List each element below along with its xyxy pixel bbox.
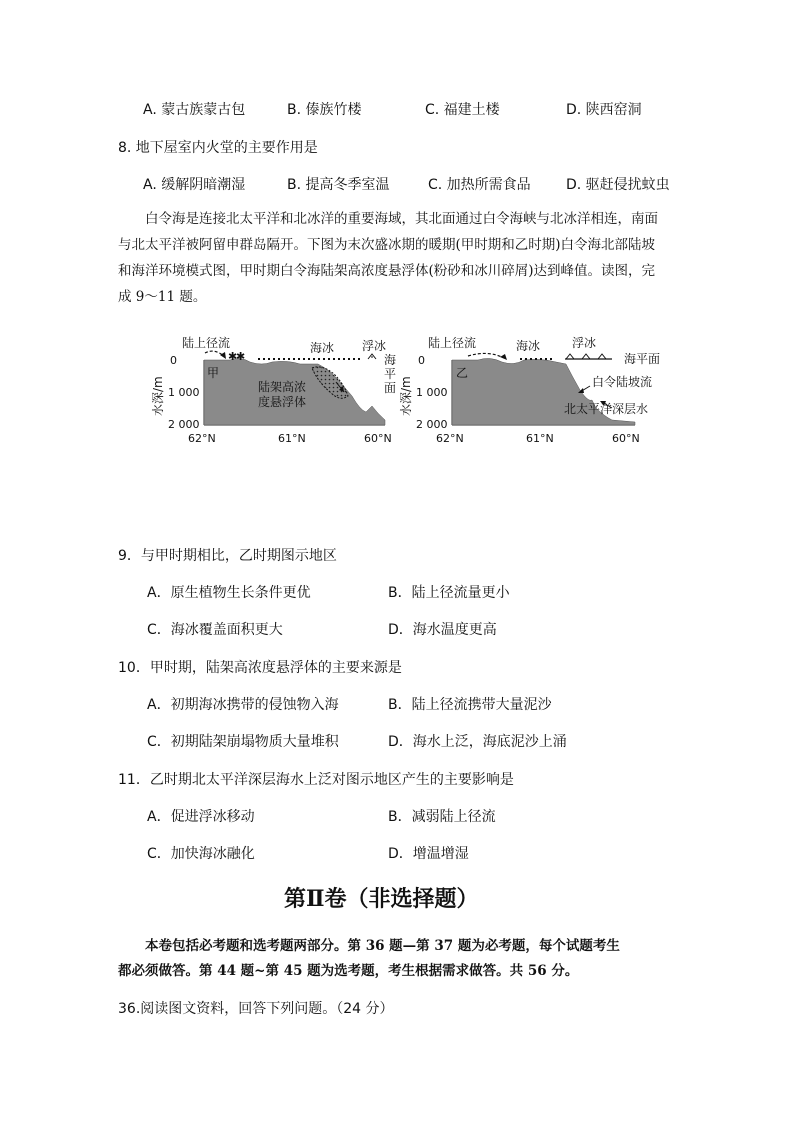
q8-option-a: A. 缓解阴暗潮湿 xyxy=(143,177,246,193)
right-floe-icon xyxy=(566,354,574,359)
passage-line-4: 成 9～11 题。 xyxy=(118,289,207,305)
q9-option-c: C．海冰覆盖面积更大 xyxy=(147,622,283,638)
right-ytick-2000: 2 000 xyxy=(416,418,448,431)
left-seaice-label: 海冰 xyxy=(310,341,335,355)
right-floe-label: 浮冰 xyxy=(572,336,597,350)
right-ytick-1000: 1 000 xyxy=(416,386,448,399)
q8-option-c: C. 加热所需食品 xyxy=(428,177,531,193)
passage-line-3: 和海洋环境模式图，甲时期白令海陆架高浓度悬浮体(粉砂和冰川碎屑)达到峰值。读图，完 xyxy=(118,263,656,279)
left-sealevel-3: 面 xyxy=(384,381,397,395)
q9-option-d: D．海水温度更高 xyxy=(388,622,497,638)
left-xtick-62: 62°N xyxy=(188,432,216,445)
left-ytick-1000: 1 000 xyxy=(168,386,200,399)
section-title: 第Ⅱ卷（非选择题） xyxy=(284,886,479,912)
right-floe-icon xyxy=(598,354,606,359)
right-ylabel: 水深/m xyxy=(399,376,413,416)
right-deep-water-label: 北太平洋深层水 xyxy=(564,402,649,416)
passage-line-1: 白令海是连接北太平洋和北冰洋的重要海域，其北面通过白令海峡与北冰洋相连，南面 xyxy=(145,211,658,227)
section-intro-line-1: 本卷包括必考题和选考题两部分。第 36 题—第 37 题为必考题，每个试题考生 xyxy=(145,938,620,954)
right-xtick-61: 61°N xyxy=(526,432,554,445)
q9-option-b: B．陆上径流量更小 xyxy=(388,585,510,601)
q11-option-d: D．增温增湿 xyxy=(388,846,469,862)
left-ytick-0: 0 xyxy=(170,354,177,367)
left-sealevel-1: 海 xyxy=(384,353,397,367)
q11-option-a: A．促进浮冰移动 xyxy=(147,809,255,825)
section-intro-line-2: 都必须做答。第 44 题~第 45 题为选考题，考生根据需求做答。共 56 分。 xyxy=(118,963,579,979)
left-ytick-2000: 2 000 xyxy=(168,418,200,431)
q7-option-a: A. 蒙古族蒙古包 xyxy=(143,102,246,118)
left-panel xyxy=(150,335,396,445)
q11-option-b: B．减弱陆上径流 xyxy=(388,809,496,825)
left-ylabel: 水深/m xyxy=(151,376,165,416)
q11-option-c: C．加快海冰融化 xyxy=(147,846,255,862)
q9-option-a: A．原生植物生长条件更优 xyxy=(147,585,311,601)
q7-option-b: B. 傣族竹楼 xyxy=(287,102,362,118)
q10-option-d: D．海水上泛，海底泥沙上涌 xyxy=(388,734,567,750)
bering-sea-figure xyxy=(0,330,794,460)
left-xtick-61: 61°N xyxy=(278,432,306,445)
right-xtick-62: 62°N xyxy=(436,432,464,445)
left-xtick-60: 60°N xyxy=(364,432,392,445)
right-xtick-60: 60°N xyxy=(612,432,640,445)
right-period-label: 乙 xyxy=(456,366,469,380)
left-plant-icon: ✱ xyxy=(228,350,238,363)
right-slope-current-label: 白令陆坡流 xyxy=(592,375,653,389)
left-plant-icon: ✱ xyxy=(236,350,246,363)
q10-stem: 10．甲时期，陆架高浓度悬浮体的主要来源是 xyxy=(118,660,402,676)
left-suspension-label-2: 度悬浮体 xyxy=(258,395,307,409)
q11-stem: 11．乙时期北太平洋深层海水上泛对图示地区产生的主要影响是 xyxy=(118,772,514,788)
q8-stem: 8. 地下屋室内火堂的主要作用是 xyxy=(118,140,318,156)
q9-stem: 9．与甲时期相比，乙时期图示地区 xyxy=(118,548,337,564)
q8-option-d: D. 驱赶侵扰蚊虫 xyxy=(566,177,670,193)
left-sealevel-2: 平 xyxy=(384,367,397,381)
q7-option-d: D. 陕西窑洞 xyxy=(566,102,642,118)
q7-option-c: C. 福建土楼 xyxy=(425,102,500,118)
right-ytick-0: 0 xyxy=(418,354,425,367)
left-period-label: 甲 xyxy=(207,366,220,380)
left-floe-icon xyxy=(368,354,376,359)
q36-stem: 36.阅读图文资料，回答下列问题。（24 分） xyxy=(118,1001,394,1017)
left-floe-label: 浮冰 xyxy=(362,339,387,353)
right-panel xyxy=(398,335,660,445)
left-suspension-label-1: 陆架高浓 xyxy=(258,380,307,394)
right-runoff-label: 陆上径流 xyxy=(428,336,477,350)
right-floe-icon xyxy=(582,354,590,359)
q8-option-b: B. 提高冬季室温 xyxy=(287,177,390,193)
left-runoff-label: 陆上径流 xyxy=(182,336,231,350)
q10-option-c: C．初期陆架崩塌物质大量堆积 xyxy=(147,734,339,750)
passage-line-2: 与北太平洋被阿留申群岛隔开。下图为末次盛冰期的暖期(甲时期和乙时期)白令海北部陆坡 xyxy=(118,237,656,253)
right-sealevel-label: 海平面 xyxy=(624,352,661,366)
right-seaice-label: 海冰 xyxy=(516,339,541,353)
q10-option-b: B．陆上径流携带大量泥沙 xyxy=(388,697,552,713)
q10-option-a: A．初期海冰携带的侵蚀物入海 xyxy=(147,697,339,713)
